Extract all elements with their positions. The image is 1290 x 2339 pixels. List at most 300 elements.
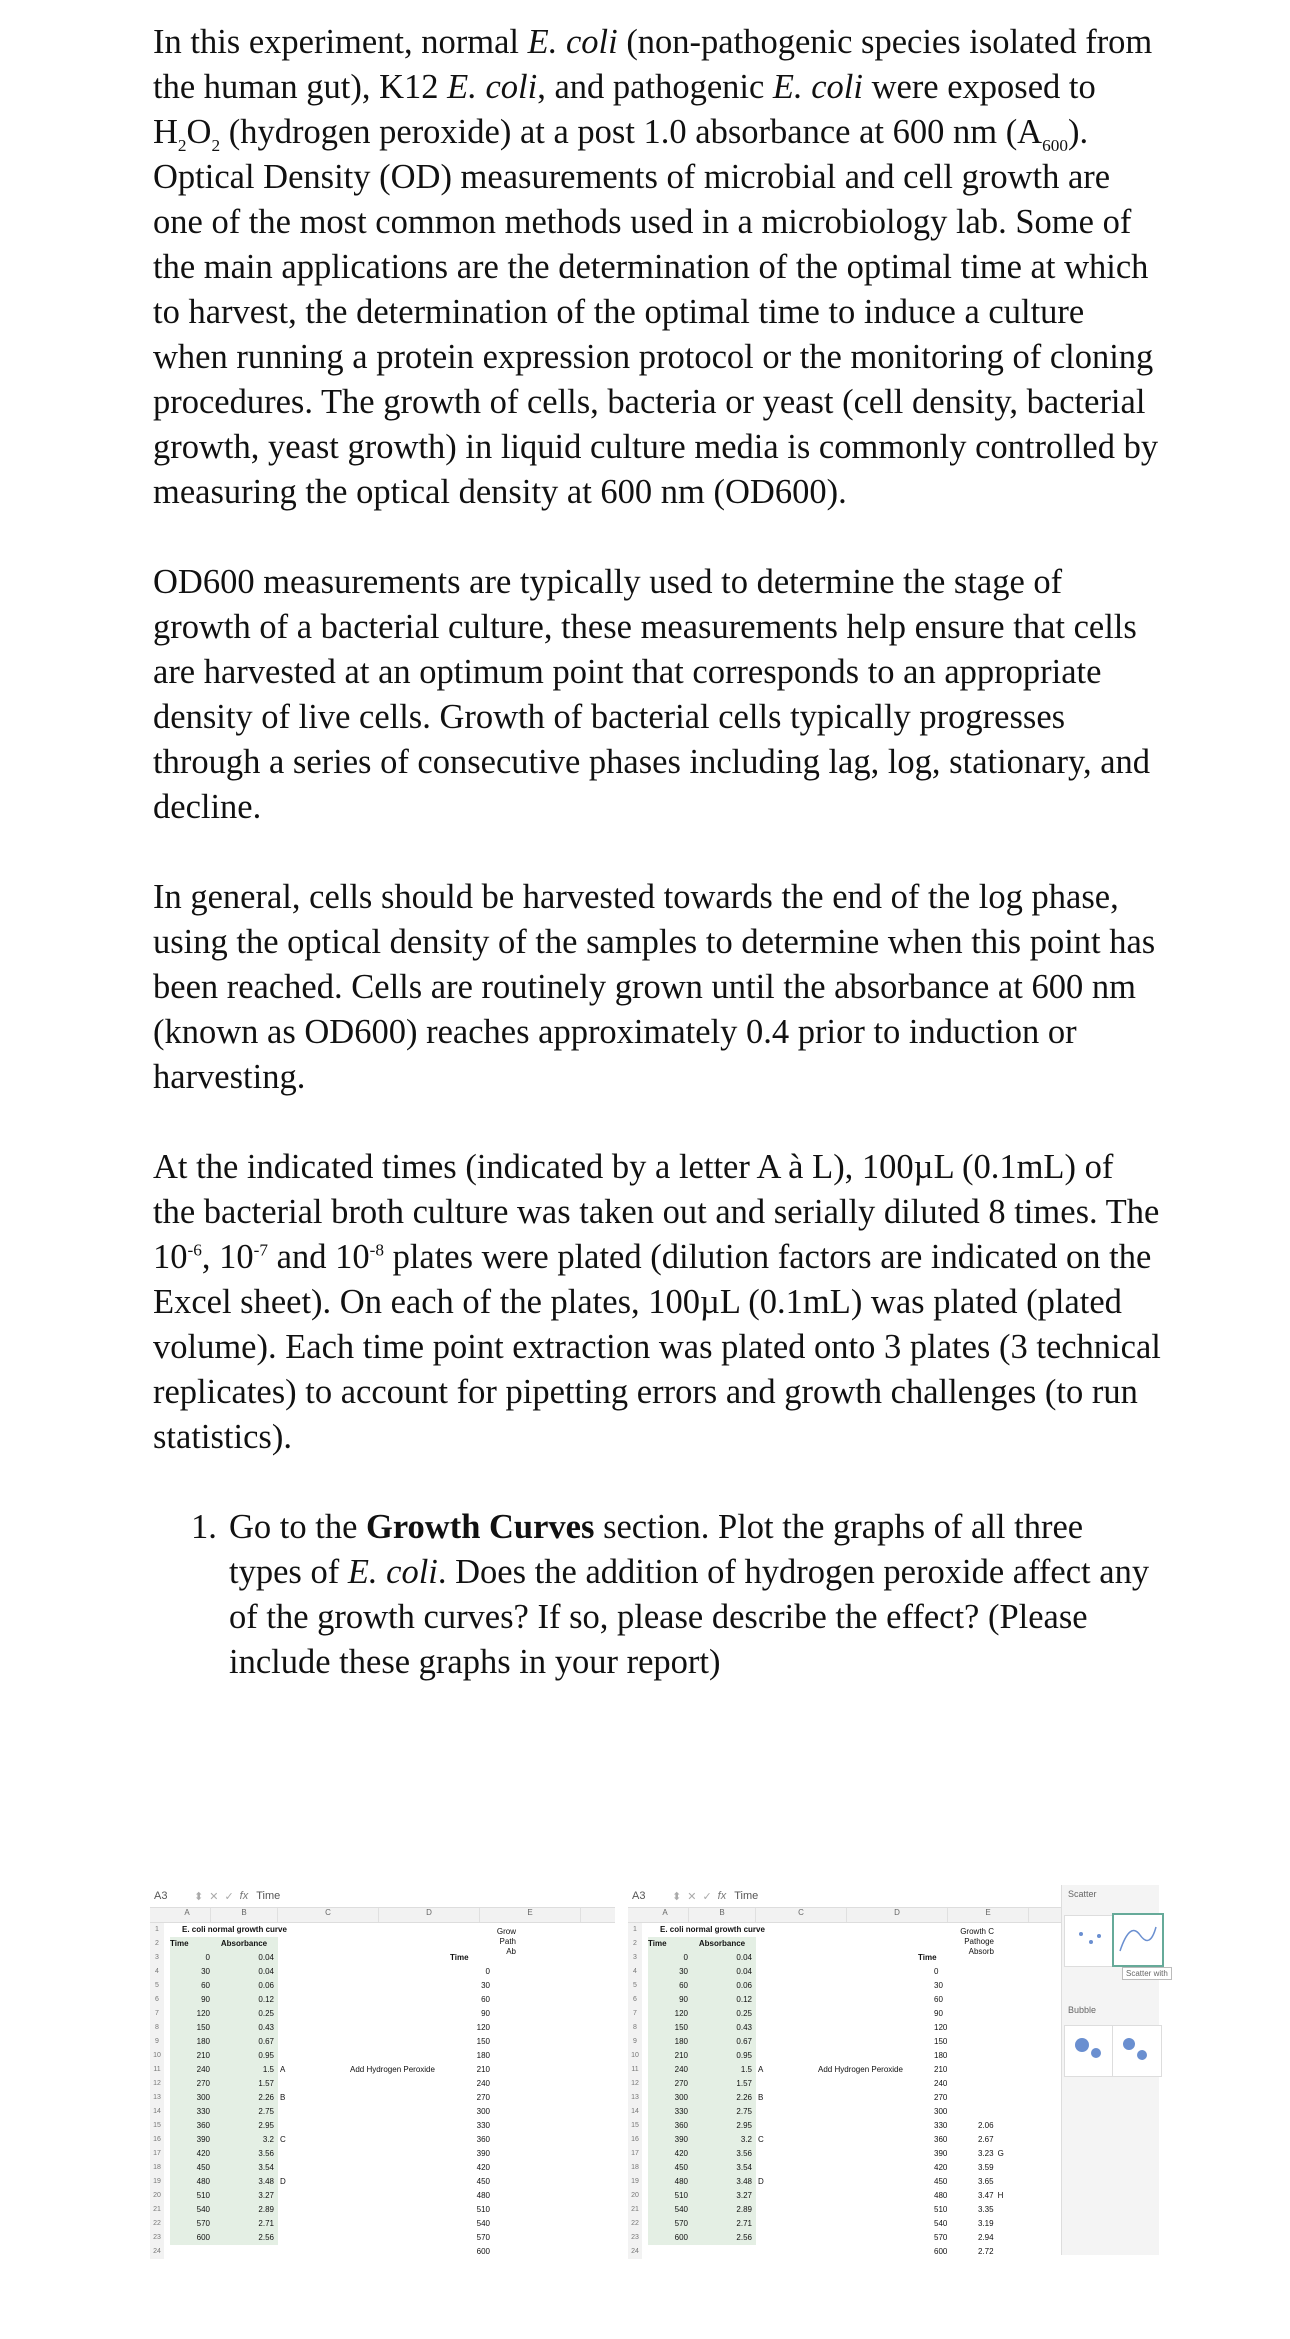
spreadsheet-screenshot-right xyxy=(628,1885,1168,2256)
bubble-marker-icon xyxy=(1137,2050,1147,2060)
time-cell[interactable]: 480 xyxy=(170,2175,214,2189)
time-cell[interactable]: 600 xyxy=(648,2231,692,2245)
absorbance-cell[interactable]: 3.48 xyxy=(692,2175,756,2189)
time-cell[interactable]: 450 xyxy=(170,2161,214,2175)
table-row[interactable] xyxy=(170,2147,435,2161)
time-cell[interactable]: 390 xyxy=(934,2149,948,2158)
time-cell[interactable]: 360 xyxy=(648,2119,692,2133)
table-row[interactable] xyxy=(978,2217,1004,2231)
absorbance-cell[interactable]: 2.56 xyxy=(214,2231,278,2245)
time-cell[interactable]: 120 xyxy=(476,2023,490,2032)
table-row[interactable] xyxy=(918,2161,958,2175)
time-cell[interactable]: 0 xyxy=(485,1967,490,1976)
absorbance-cell[interactable]: 0.04 xyxy=(214,1965,278,1979)
column-time-header: Time xyxy=(170,1937,214,1951)
table-row[interactable] xyxy=(450,2217,490,2231)
time-cell[interactable]: 210 xyxy=(934,2065,948,2074)
table-row[interactable] xyxy=(978,1993,1004,2007)
time-cell[interactable]: 90 xyxy=(481,2009,490,2018)
absorbance-cell[interactable]: 2.26 xyxy=(692,2091,756,2105)
time-cell[interactable]: 150 xyxy=(934,2037,948,2046)
column-headers xyxy=(150,1908,615,1923)
timepoint-letter xyxy=(278,1993,294,2007)
absorbance-cell[interactable]: 3.35 xyxy=(978,2205,994,2214)
table-row[interactable] xyxy=(918,2035,958,2049)
time-cell[interactable]: 240 xyxy=(648,2063,692,2077)
time-cell[interactable]: 420 xyxy=(934,2163,948,2172)
table-row[interactable] xyxy=(170,2203,435,2217)
growth-table xyxy=(170,1923,435,2245)
timepoint-letter xyxy=(756,2217,772,2231)
cancel-icon: ✕ xyxy=(209,1890,219,1903)
absorbance-cell[interactable]: 3.19 xyxy=(978,2219,994,2228)
add-hydrogen-peroxide-label: Add Hydrogen Peroxide xyxy=(350,2065,435,2074)
table-row[interactable] xyxy=(918,2119,958,2133)
time-cell[interactable]: 240 xyxy=(934,2079,948,2088)
table-row[interactable] xyxy=(170,1979,435,1993)
time-cell[interactable]: 300 xyxy=(170,2091,214,2105)
row-number: 17 xyxy=(150,2147,164,2161)
absorbance-cell[interactable]: 0.04 xyxy=(214,1951,278,1965)
table-row[interactable] xyxy=(648,2175,903,2189)
row-number: 16 xyxy=(150,2133,164,2147)
column-header: D xyxy=(847,1908,948,1922)
time-cell[interactable]: 390 xyxy=(648,2133,692,2147)
absorbance-cell[interactable]: 0.25 xyxy=(692,2007,756,2021)
table-row[interactable] xyxy=(450,2231,490,2245)
row-number: 12 xyxy=(150,2077,164,2091)
column-time-header: Time xyxy=(648,1937,692,1951)
time-cell[interactable]: 360 xyxy=(170,2119,214,2133)
chart-type-panel xyxy=(1061,1885,1168,2255)
table-row[interactable] xyxy=(648,2007,903,2021)
table-row[interactable] xyxy=(170,2063,435,2077)
table-row[interactable] xyxy=(450,1993,490,2007)
bubble-3d-chart-option[interactable] xyxy=(1112,2025,1162,2077)
table-row[interactable] xyxy=(450,2077,490,2091)
absorbance-cell[interactable]: 0.12 xyxy=(214,1993,278,2007)
time-cell[interactable]: 450 xyxy=(934,2177,948,2186)
table-row[interactable] xyxy=(450,2021,490,2035)
time-cell[interactable]: 480 xyxy=(648,2175,692,2189)
time-cell[interactable]: 600 xyxy=(476,2247,490,2256)
absorbance-cell[interactable]: 3.27 xyxy=(214,2189,278,2203)
table-row[interactable] xyxy=(170,1993,435,2007)
table-row[interactable] xyxy=(978,2133,1004,2147)
bubble-chart-option[interactable] xyxy=(1064,2025,1114,2077)
row-number: 18 xyxy=(628,2161,642,2175)
absorbance-cell[interactable]: 1.57 xyxy=(214,2077,278,2091)
time-cell[interactable]: 210 xyxy=(476,2065,490,2074)
time-cell[interactable]: 60 xyxy=(934,1995,943,2004)
time-cell[interactable]: 120 xyxy=(648,2007,692,2021)
time-cell[interactable]: 480 xyxy=(934,2191,948,2200)
absorbance-cell[interactable]: 2.71 xyxy=(214,2217,278,2231)
table-row[interactable] xyxy=(918,2105,958,2119)
absorbance-cell[interactable]: 2.89 xyxy=(214,2203,278,2217)
table-row[interactable] xyxy=(450,2133,490,2147)
table-row[interactable] xyxy=(648,2217,903,2231)
absorbance-cell[interactable]: 1.5 xyxy=(692,2063,756,2077)
time-cell[interactable]: 390 xyxy=(476,2149,490,2158)
time-cell[interactable]: 60 xyxy=(170,1979,214,1993)
table-row xyxy=(648,1923,903,1937)
table-row[interactable] xyxy=(170,2189,435,2203)
table-row[interactable] xyxy=(978,2091,1004,2105)
table-row[interactable] xyxy=(648,2231,903,2245)
time-cell[interactable]: 360 xyxy=(476,2135,490,2144)
table-row[interactable] xyxy=(450,2091,490,2105)
timepoint-letter: A xyxy=(280,2065,286,2074)
table-row[interactable] xyxy=(918,1979,958,1993)
table-row[interactable] xyxy=(648,1979,903,1993)
table-row[interactable] xyxy=(170,2007,435,2021)
table-row[interactable] xyxy=(450,2063,490,2077)
absorbance-cell[interactable]: 2.94 xyxy=(978,2233,994,2242)
table-row[interactable] xyxy=(918,2077,958,2091)
absorbance-cell[interactable]: 3.54 xyxy=(214,2161,278,2175)
table-row[interactable] xyxy=(170,2231,435,2245)
absorbance-cell[interactable]: 3.54 xyxy=(692,2161,756,2175)
table-row[interactable] xyxy=(918,2231,958,2245)
timepoint-letter xyxy=(756,2077,772,2091)
row-number: 10 xyxy=(628,2049,642,2063)
table-title: E. coli normal growth curve xyxy=(182,1925,287,1934)
table-row[interactable] xyxy=(170,2161,435,2175)
table-row[interactable] xyxy=(978,2231,1004,2245)
absorbance-cell[interactable]: 3.59 xyxy=(978,2163,994,2172)
column-header: B xyxy=(689,1908,756,1922)
table-row[interactable] xyxy=(918,1993,958,2007)
time-cell[interactable]: 120 xyxy=(170,2007,214,2021)
table-row[interactable] xyxy=(978,2189,1004,2203)
table-row[interactable] xyxy=(648,2063,903,2077)
time-cell[interactable]: 180 xyxy=(476,2051,490,2060)
table-row[interactable] xyxy=(170,2217,435,2231)
table-row[interactable] xyxy=(648,2049,903,2063)
row-number: 15 xyxy=(150,2119,164,2133)
absorbance-cell[interactable]: 0.12 xyxy=(692,1993,756,2007)
table-row[interactable] xyxy=(170,2119,435,2133)
time-cell[interactable]: 0 xyxy=(648,1951,692,1965)
time-cell[interactable]: 330 xyxy=(170,2105,214,2119)
scatter-chart-option[interactable] xyxy=(1064,1915,1114,1967)
time-cell[interactable]: 600 xyxy=(170,2231,214,2245)
table-row[interactable] xyxy=(918,2245,958,2259)
table-row[interactable] xyxy=(978,2147,1004,2161)
table-row[interactable] xyxy=(648,2077,903,2091)
table-row[interactable] xyxy=(170,2175,435,2189)
time-cell[interactable]: 540 xyxy=(170,2203,214,2217)
time-cell[interactable]: 240 xyxy=(170,2063,214,2077)
table-row[interactable] xyxy=(648,2021,903,2035)
table-row[interactable] xyxy=(648,1993,903,2007)
row-number: 18 xyxy=(150,2161,164,2175)
table-row[interactable] xyxy=(648,1965,903,1979)
table-row[interactable] xyxy=(978,2245,1004,2259)
absorbance-cell[interactable]: 2.89 xyxy=(692,2203,756,2217)
table-row[interactable] xyxy=(450,2119,490,2133)
table-row[interactable] xyxy=(978,2035,1004,2049)
absorbance-cell[interactable]: 3.27 xyxy=(692,2189,756,2203)
table-row[interactable] xyxy=(170,2133,435,2147)
table-row[interactable] xyxy=(648,1951,903,1965)
table-row[interactable] xyxy=(450,1965,490,1979)
table-row[interactable] xyxy=(170,1965,435,1979)
time-cell[interactable]: 420 xyxy=(476,2163,490,2172)
table-row[interactable] xyxy=(450,1979,490,1993)
time-cell[interactable]: 510 xyxy=(476,2205,490,2214)
table-row[interactable] xyxy=(918,2021,958,2035)
row-number: 17 xyxy=(628,2147,642,2161)
absorbance-cell[interactable]: 3.2 xyxy=(692,2133,756,2147)
time-cell[interactable]: 300 xyxy=(934,2107,948,2116)
absorbance-cell[interactable]: 2.06 xyxy=(978,2121,994,2130)
time-cell[interactable]: 240 xyxy=(476,2079,490,2088)
table-row[interactable] xyxy=(978,2161,1004,2175)
time-cell[interactable]: 180 xyxy=(648,2035,692,2049)
cancel-icon: ✕ xyxy=(687,1890,697,1903)
time-cell[interactable]: 570 xyxy=(170,2217,214,2231)
absorbance-cell[interactable]: 0.06 xyxy=(692,1979,756,1993)
absorbance-cell[interactable]: 3.47 xyxy=(978,2191,994,2200)
timepoint-letter xyxy=(756,1993,772,2007)
time-cell[interactable]: 150 xyxy=(648,2021,692,2035)
table-row[interactable] xyxy=(450,2175,490,2189)
time-cell[interactable]: 150 xyxy=(476,2037,490,2046)
column-time-header: Time xyxy=(918,1953,937,1962)
table-row[interactable] xyxy=(648,2091,903,2105)
table-row[interactable] xyxy=(450,2007,490,2021)
time-cell[interactable]: 450 xyxy=(476,2177,490,2186)
absorbance-cell[interactable]: 0.43 xyxy=(692,2021,756,2035)
absorbance-cell[interactable]: 3.65 xyxy=(978,2177,994,2186)
absorbance-cell[interactable]: 2.56 xyxy=(692,2231,756,2245)
table-row[interactable] xyxy=(978,2049,1004,2063)
absorbance-cell[interactable]: 0.25 xyxy=(214,2007,278,2021)
table-row[interactable] xyxy=(978,1965,1004,1979)
row-number: 11 xyxy=(150,2063,164,2077)
time-cell[interactable]: 90 xyxy=(648,1993,692,2007)
absorbance-cell[interactable]: 2.26 xyxy=(214,2091,278,2105)
table-row[interactable] xyxy=(450,2147,490,2161)
table-row[interactable] xyxy=(170,2077,435,2091)
time-cell[interactable]: 480 xyxy=(476,2191,490,2200)
table-row[interactable] xyxy=(450,2161,490,2175)
row-number: 3 xyxy=(150,1951,164,1965)
time-cell[interactable]: 540 xyxy=(476,2219,490,2228)
table-row[interactable] xyxy=(918,2091,958,2105)
absorbance-cell[interactable]: 0.43 xyxy=(214,2021,278,2035)
absorbance-cell[interactable]: 3.23 xyxy=(978,2149,994,2158)
timepoint-letter: D xyxy=(758,2177,764,2186)
time-cell[interactable]: 0 xyxy=(170,1951,214,1965)
table-row[interactable] xyxy=(918,2175,958,2189)
table-row[interactable] xyxy=(978,2077,1004,2091)
scatter-smooth-chart-option[interactable] xyxy=(1112,1913,1164,1967)
time-cell[interactable]: 150 xyxy=(170,2021,214,2035)
absorbance-cell[interactable]: 2.67 xyxy=(978,2135,994,2144)
absorbance-cell[interactable]: 2.75 xyxy=(692,2105,756,2119)
table-row[interactable] xyxy=(170,2035,435,2049)
time-cell[interactable]: 270 xyxy=(170,2077,214,2091)
time-cell[interactable]: 90 xyxy=(170,1993,214,2007)
time-cell[interactable]: 450 xyxy=(648,2161,692,2175)
table-row[interactable] xyxy=(450,2245,490,2259)
table-row[interactable] xyxy=(918,2049,958,2063)
table-row[interactable] xyxy=(450,2035,490,2049)
table-row[interactable] xyxy=(978,2007,1004,2021)
time-cell[interactable]: 0 xyxy=(934,1967,939,1976)
smooth-line-icon xyxy=(1114,1915,1160,1961)
timepoint-letter xyxy=(756,2105,772,2119)
absorbance-cell[interactable]: 2.75 xyxy=(214,2105,278,2119)
absorbance-cell[interactable]: 2.72 xyxy=(978,2247,994,2256)
table-row[interactable] xyxy=(918,2203,958,2217)
timepoint-letter xyxy=(278,2161,294,2175)
row-number: 8 xyxy=(150,2021,164,2035)
absorbance-cell[interactable]: 0.67 xyxy=(692,2035,756,2049)
absorbance-cell[interactable]: 0.95 xyxy=(692,2049,756,2063)
absorbance-cell[interactable]: 2.71 xyxy=(692,2217,756,2231)
time-cell[interactable]: 570 xyxy=(648,2217,692,2231)
absorbance-cell[interactable]: 0.04 xyxy=(692,1965,756,1979)
time-cell[interactable]: 390 xyxy=(170,2133,214,2147)
absorbance-cell[interactable]: 0.06 xyxy=(214,1979,278,1993)
table-row[interactable] xyxy=(170,2105,435,2119)
sheet-grid xyxy=(150,1923,615,2263)
scatter-marker-icon xyxy=(1079,1932,1083,1936)
time-cell[interactable]: 300 xyxy=(648,2091,692,2105)
absorbance-cell[interactable]: 2.95 xyxy=(692,2119,756,2133)
absorbance-cell[interactable]: 0.67 xyxy=(214,2035,278,2049)
table-row[interactable] xyxy=(648,2133,903,2147)
table-row[interactable] xyxy=(450,2189,490,2203)
time-cell[interactable]: 30 xyxy=(481,1981,490,1990)
timepoint-letter xyxy=(278,1951,294,1965)
time-cell[interactable]: 180 xyxy=(934,2051,948,2060)
absorbance-cell[interactable]: 0.95 xyxy=(214,2049,278,2063)
time-cell[interactable]: 180 xyxy=(170,2035,214,2049)
timepoint-letter xyxy=(756,2203,772,2217)
time-cell[interactable]: 30 xyxy=(648,1965,692,1979)
table-row[interactable] xyxy=(450,2203,490,2217)
time-cell[interactable]: 540 xyxy=(934,2219,948,2228)
table-row[interactable] xyxy=(918,2217,958,2231)
time-cell[interactable]: 60 xyxy=(481,1995,490,2004)
table-row[interactable] xyxy=(648,2161,903,2175)
absorbance-cell[interactable]: 1.57 xyxy=(692,2077,756,2091)
timepoint-letter xyxy=(278,2105,294,2119)
table-row[interactable] xyxy=(978,2203,1004,2217)
table-row[interactable] xyxy=(918,2147,958,2161)
paragraph-harvest: In general, cells should be harvested towards the end of the log phase, using the optical density of the samples to determine when this point has been reached. Cells are routinely grown until the absorbance at 600 nm (known as OD600) reaches approximately 0.4 prior to induction or harvesting. xyxy=(153,878,1156,1096)
time-cell[interactable]: 510 xyxy=(170,2189,214,2203)
time-cell[interactable]: 90 xyxy=(934,2009,943,2018)
time-cell[interactable]: 60 xyxy=(648,1979,692,1993)
time-cell[interactable]: 510 xyxy=(648,2189,692,2203)
time-cell[interactable]: 510 xyxy=(934,2205,948,2214)
row-number: 13 xyxy=(150,2091,164,2105)
time-cell[interactable]: 540 xyxy=(648,2203,692,2217)
time-cell[interactable]: 420 xyxy=(648,2147,692,2161)
time-cell[interactable]: 300 xyxy=(476,2107,490,2116)
table-row[interactable] xyxy=(978,2063,1004,2077)
table-row[interactable] xyxy=(918,2063,958,2077)
table-row[interactable] xyxy=(978,1979,1004,1993)
absorbance-cell[interactable]: 0.04 xyxy=(692,1951,756,1965)
table-row[interactable] xyxy=(648,2147,903,2161)
time-cell[interactable]: 420 xyxy=(170,2147,214,2161)
table-row[interactable] xyxy=(450,2049,490,2063)
table-row[interactable] xyxy=(978,2119,1004,2133)
timepoint-letter xyxy=(756,2189,772,2203)
absorbance-cell[interactable]: 2.95 xyxy=(214,2119,278,2133)
time-cell[interactable]: 330 xyxy=(648,2105,692,2119)
time-cell[interactable]: 600 xyxy=(934,2247,948,2256)
time-cell[interactable]: 270 xyxy=(648,2077,692,2091)
time-cell[interactable]: 330 xyxy=(476,2121,490,2130)
table-row[interactable] xyxy=(170,2091,435,2105)
table-row[interactable] xyxy=(978,2175,1004,2189)
time-cell[interactable]: 210 xyxy=(170,2049,214,2063)
time-cell[interactable]: 330 xyxy=(934,2121,948,2130)
table-row[interactable] xyxy=(648,2119,903,2133)
table-row[interactable] xyxy=(918,2133,958,2147)
table-row[interactable] xyxy=(648,2189,903,2203)
time-cell[interactable]: 570 xyxy=(934,2233,948,2242)
table-row[interactable] xyxy=(978,2021,1004,2035)
absorbance-cell[interactable]: 3.56 xyxy=(692,2147,756,2161)
table-row[interactable] xyxy=(648,2035,903,2049)
row-number: 14 xyxy=(150,2105,164,2119)
absorbance-cell[interactable]: 1.5 xyxy=(214,2063,278,2077)
table-row[interactable] xyxy=(918,2189,958,2203)
bubble-marker-icon xyxy=(1075,2038,1089,2052)
time-cell[interactable]: 30 xyxy=(170,1965,214,1979)
table-row[interactable] xyxy=(918,2007,958,2021)
time-cell[interactable]: 360 xyxy=(934,2135,948,2144)
table-row[interactable] xyxy=(170,1951,435,1965)
table-title: E. coli normal growth curve xyxy=(660,1925,765,1934)
time-cell[interactable]: 120 xyxy=(934,2023,948,2032)
time-cell[interactable]: 570 xyxy=(476,2233,490,2242)
absorbance-cell[interactable]: 3.56 xyxy=(214,2147,278,2161)
absorbance-cell[interactable]: 3.2 xyxy=(214,2133,278,2147)
table-row[interactable] xyxy=(918,1965,958,1979)
time-cell[interactable]: 270 xyxy=(934,2093,948,2102)
table-row[interactable] xyxy=(648,2203,903,2217)
row-number: 21 xyxy=(628,2203,642,2217)
table-row[interactable] xyxy=(978,2105,1004,2119)
time-cell[interactable]: 210 xyxy=(648,2049,692,2063)
row-number: 1 xyxy=(628,1923,642,1937)
timepoint-letter: A xyxy=(758,2065,764,2074)
row-number: 14 xyxy=(628,2105,642,2119)
time-cell[interactable]: 270 xyxy=(476,2093,490,2102)
absorbance-cell[interactable]: 3.48 xyxy=(214,2175,278,2189)
table-row[interactable] xyxy=(648,2105,903,2119)
confirm-icon: ✓ xyxy=(224,1890,234,1903)
row-number: 6 xyxy=(150,1993,164,2007)
table-row[interactable] xyxy=(170,2021,435,2035)
table-row[interactable] xyxy=(170,2049,435,2063)
table-row[interactable] xyxy=(450,2105,490,2119)
question-number: 1. xyxy=(191,1508,217,1546)
column-header: E xyxy=(948,1908,1029,1922)
time-cell[interactable]: 30 xyxy=(934,1981,943,1990)
timepoint-letter xyxy=(756,2035,772,2049)
